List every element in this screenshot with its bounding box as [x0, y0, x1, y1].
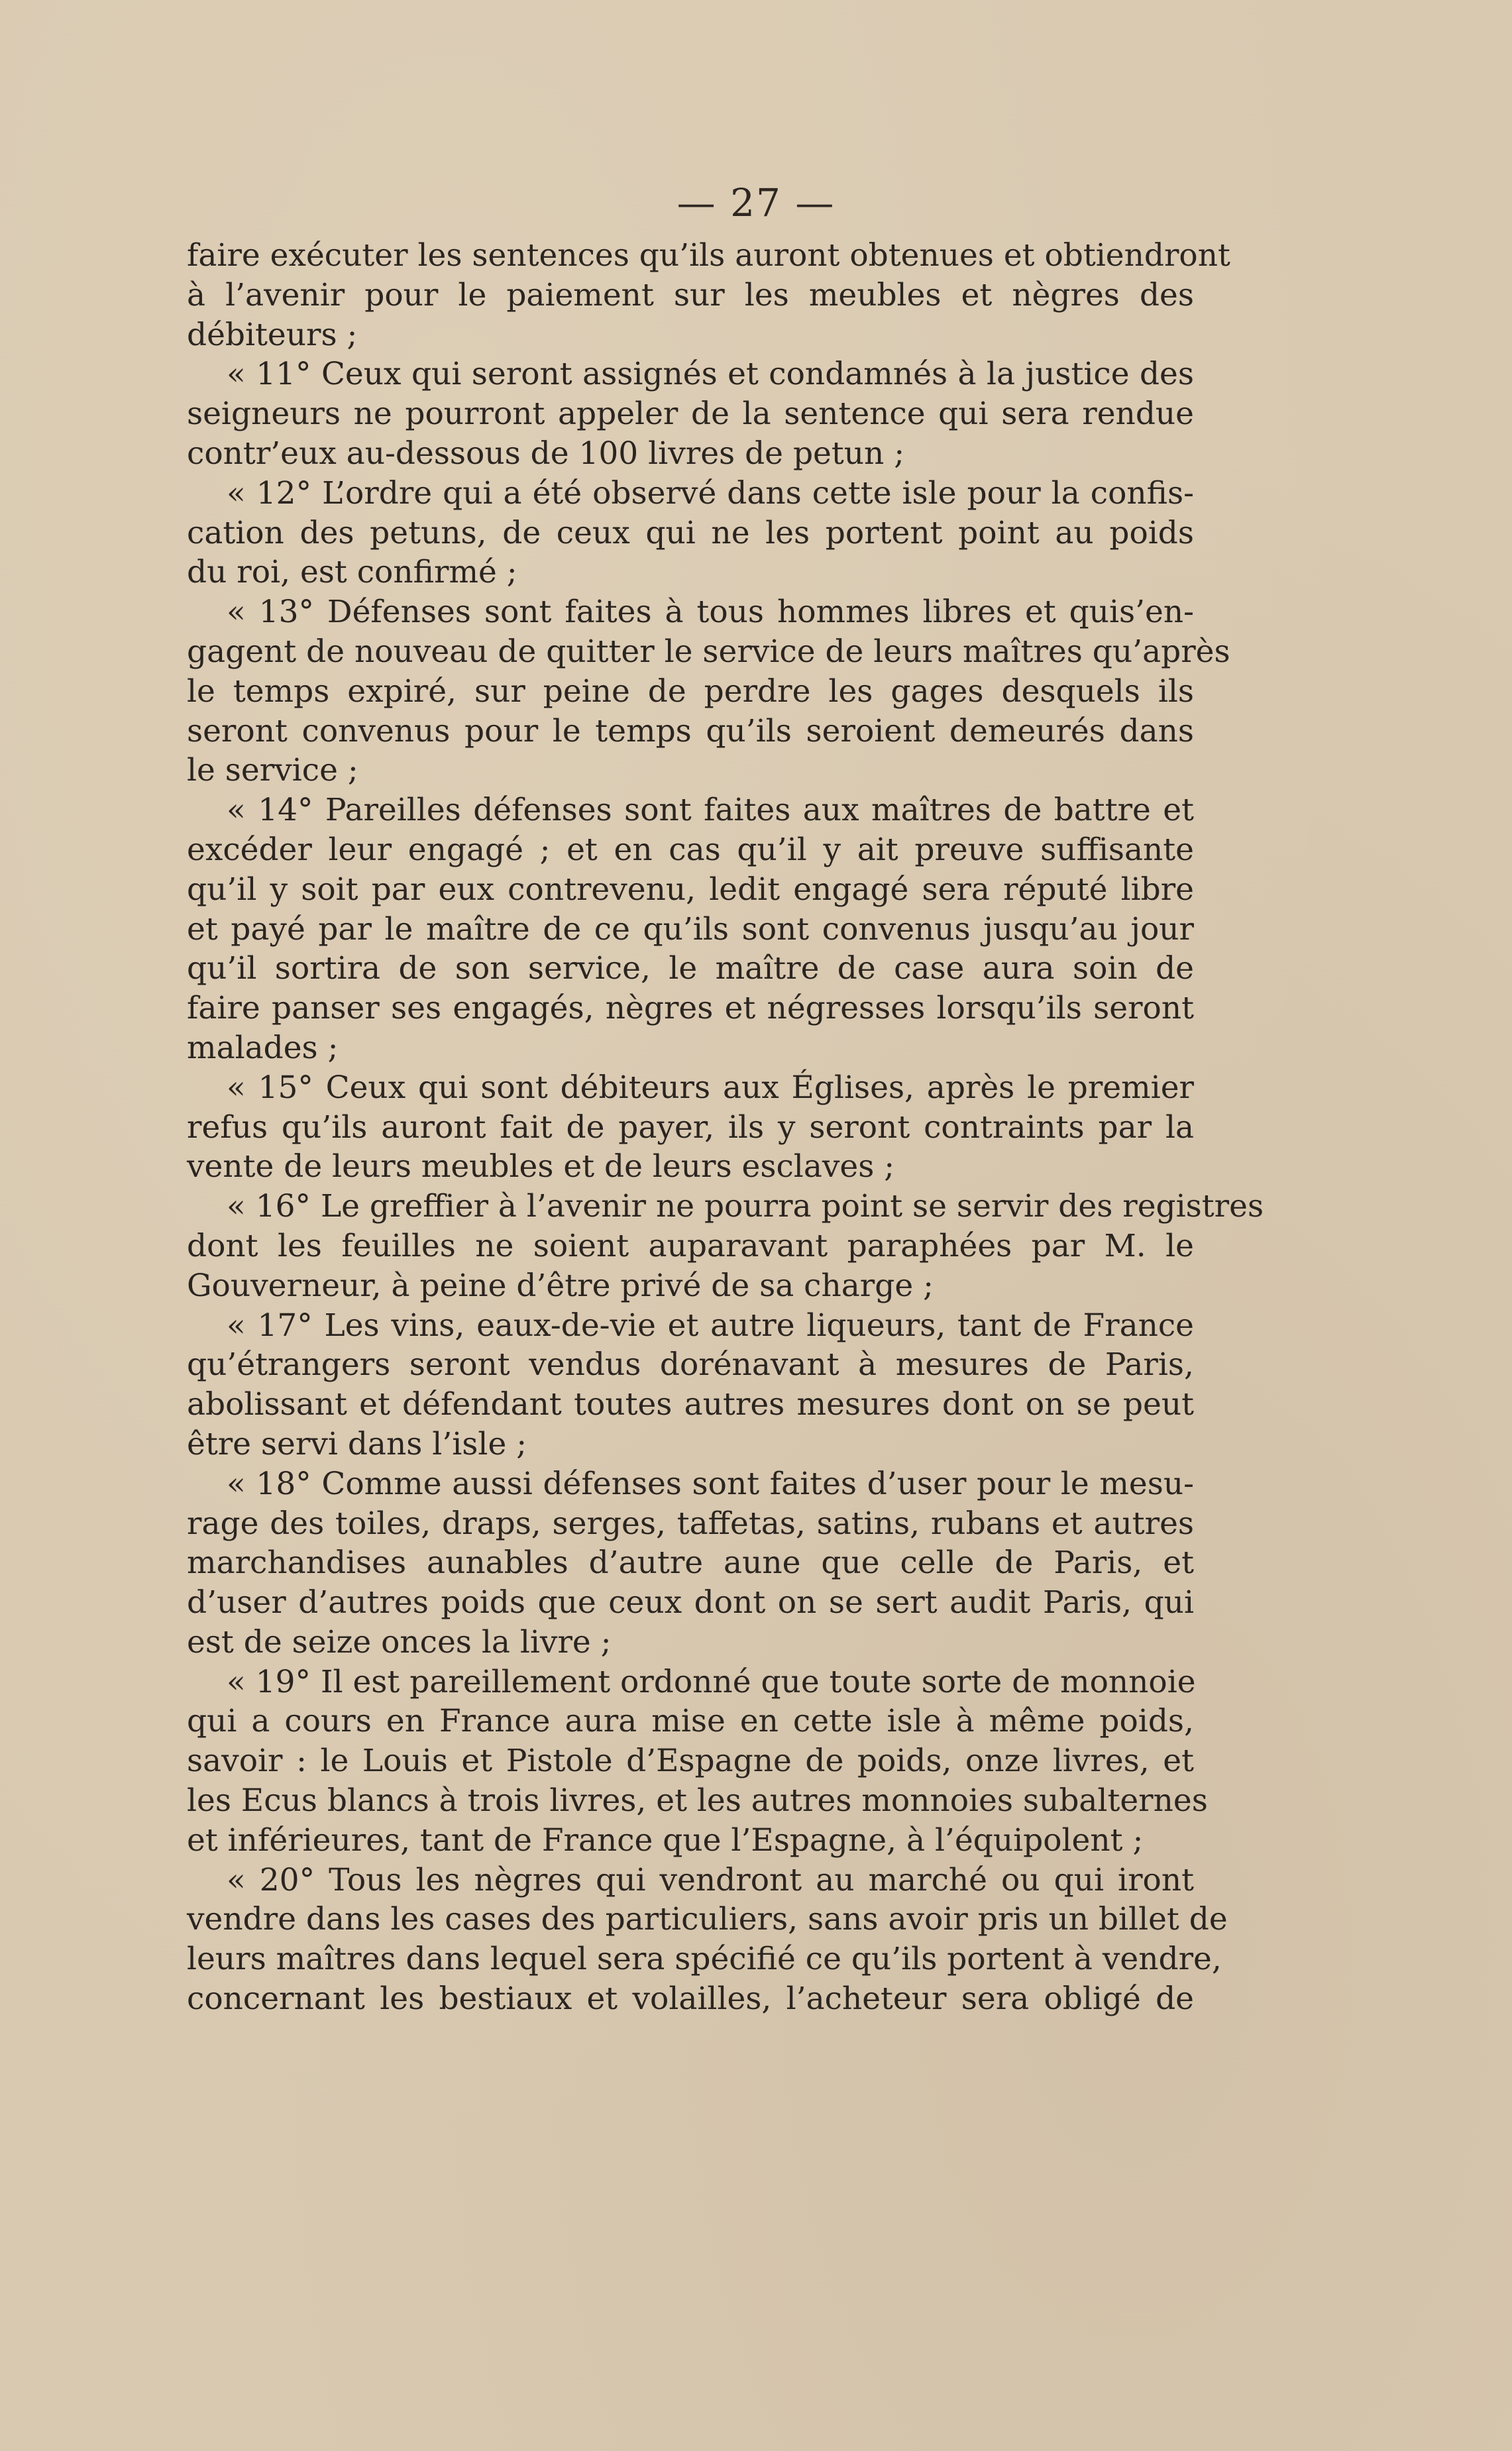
text-line: « 11° Ceux qui seront assignés et condamnés à la justice des: [227, 356, 1194, 393]
text-line: d’user d’autres poids que ceux dont on se sert audit Paris, qui: [187, 1584, 1194, 1621]
text-line: le temps expiré, sur peine de perdre les gages desquels ils: [187, 673, 1194, 710]
text-line: « 13° Défenses sont faites à tous hommes libres et quis’en-: [227, 594, 1194, 631]
body-text: [187, 236, 1264, 2019]
text-line: « 16° Le greffier à l’avenir ne pourra point se servir des registres: [227, 1188, 1264, 1225]
text-line: « 18° Comme aussi défenses sont faites d’user pour le mesu-: [227, 1465, 1194, 1502]
text-line: et inférieures, tant de France que l’Espagne, à l’équipolent ;: [187, 1822, 1144, 1859]
text-line: « 20° Tous les nègres qui vendront au marché ou qui iront: [227, 1861, 1194, 1898]
text-line: seront convenus pour le temps qu’ils seroient demeurés dans: [187, 712, 1194, 749]
text-line: seigneurs ne pourront appeler de la sentence qui sera rendue: [187, 396, 1194, 433]
text-line: abolissant et défendant toutes autres mesures dont on se peut: [187, 1386, 1194, 1423]
text-line: dont les feuilles ne soient auparavant paraphées par M. le: [187, 1227, 1194, 1264]
text-line: refus qu’ils auront fait de payer, ils y seront contraints par la: [187, 1109, 1194, 1146]
text-line: excéder leur engagé ; et en cas qu’il y ait preuve suffisante: [187, 831, 1194, 868]
text-line: débiteurs ;: [187, 316, 358, 353]
text-line: le service ;: [187, 752, 358, 789]
text-line: vendre dans les cases des particuliers, sans avoir pris un billet de: [187, 1901, 1228, 1938]
text-line: savoir : le Louis et Pistole d’Espagne de poids, onze livres, et: [187, 1743, 1194, 1780]
text-line: « 17° Les vins, eaux-de-vie et autre liqueurs, tant de France: [227, 1307, 1194, 1344]
text-line: « 12° L’ordre qui a été observé dans cette isle pour la confis-: [227, 474, 1194, 512]
text-line: « 14° Pareilles défenses sont faites aux maîtres de battre et: [227, 792, 1194, 829]
text-line: malades ;: [187, 1029, 339, 1066]
text-line: qu’il y soit par eux contrevenu, ledit engagé sera réputé libre: [187, 871, 1194, 908]
text-line: Gouverneur, à peine d’être privé de sa charge ;: [187, 1267, 934, 1304]
text-line: marchandises aunables d’autre aune que celle de Paris, et: [187, 1545, 1194, 1582]
text-line: qu’il sortira de son service, le maître de case aura soin de: [187, 950, 1194, 987]
text-line: concernant les bestiaux et volailles, l’acheteur sera obligé de: [187, 1981, 1194, 2018]
text-line: gagent de nouveau de quitter le service de leurs maîtres qu’après: [187, 633, 1230, 670]
text-line: qui a cours en France aura mise en cette isle à même poids,: [187, 1703, 1194, 1740]
text-line: être servi dans l’isle ;: [187, 1425, 527, 1462]
page-number: — 27 —: [676, 180, 836, 225]
text-line: qu’étrangers seront vendus dorénavant à mesures de Paris,: [187, 1346, 1194, 1384]
text-line: vente de leurs meubles et de leurs esclaves ;: [187, 1148, 895, 1185]
text-line: cation des petuns, de ceux qui ne les portent point au poids: [187, 514, 1194, 551]
text-line: du roi, est confirmé ;: [187, 554, 517, 591]
text-line: leurs maîtres dans lequel sera spécifié ce qu’ils portent à vendre,: [187, 1941, 1222, 1978]
text-line: est de seize onces la livre ;: [187, 1623, 612, 1661]
text-line: « 19° Il est pareillement ordonné que toute sorte de monnoie: [227, 1663, 1196, 1700]
text-line: « 15° Ceux qui sont débiteurs aux Églises, après le premier: [227, 1069, 1194, 1106]
text-line: à l’avenir pour le paiement sur les meubles et nègres des: [187, 276, 1194, 313]
text-line: faire exécuter les sentences qu’ils auront obtenues et obtiendront: [187, 237, 1230, 274]
text-line: et payé par le maître de ce qu’ils sont convenus jusqu’au jour: [187, 910, 1194, 948]
text-line: rage des toiles, draps, serges, taffetas, satins, rubans et autres: [187, 1505, 1194, 1542]
text-line: faire panser ses engagés, nègres et négresses lorsqu’ils seront: [187, 990, 1194, 1027]
text-line: les Ecus blancs à trois livres, et les autres monnoies subalternes: [187, 1782, 1208, 1820]
text-line: contr’eux au-dessous de 100 livres de petun ;: [187, 435, 905, 472]
